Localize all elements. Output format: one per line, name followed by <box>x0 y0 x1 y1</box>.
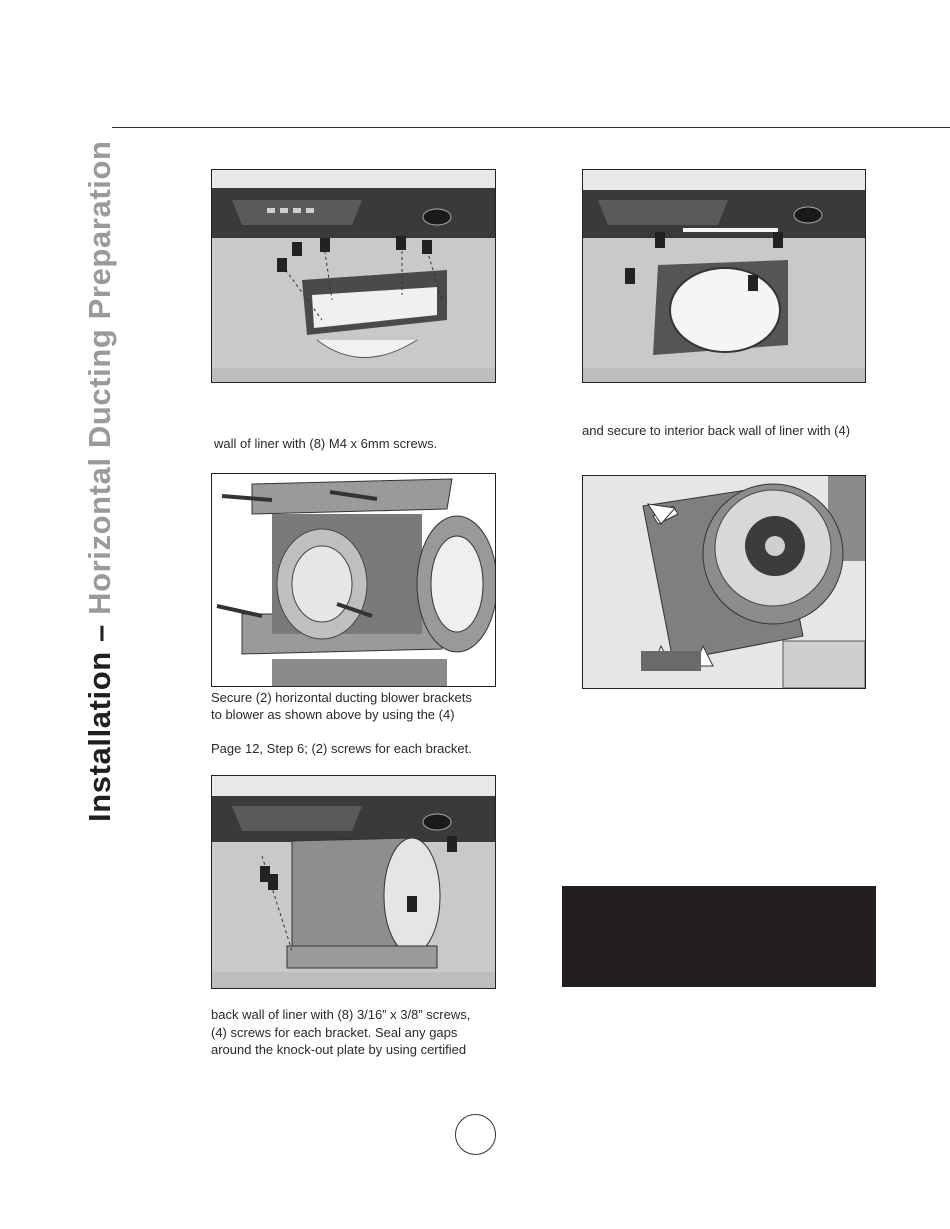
duct-adapter-illustration <box>583 170 865 382</box>
knockout-plate-illustration <box>212 170 495 382</box>
section-title-prefix: Installation – <box>82 614 117 822</box>
caption-figure-5-line-2: (4) screws for each bracket. Seal any gaps <box>211 1025 458 1040</box>
figure-knockout-plate <box>211 169 496 383</box>
note-box <box>562 886 876 987</box>
blower-brackets-illustration <box>212 474 495 686</box>
figure-blower-rotation <box>582 475 866 689</box>
caption-figure-1: wall of liner with (8) M4 x 6mm screws. <box>214 436 438 451</box>
caption-figure-5-line-1: back wall of liner with (8) 3/16” x 3/8” screws, <box>211 1007 471 1022</box>
caption-figure-3-line-2: to blower as shown above by using the (4) <box>211 707 455 722</box>
figure-duct-adapter <box>582 169 866 383</box>
page-number-circle <box>455 1114 496 1155</box>
caption-figure-2: and secure to interior back wall of liner with (4) <box>582 423 851 438</box>
blower-installed-illustration <box>212 776 495 988</box>
figure-blower-installed <box>211 775 496 989</box>
figure-blower-brackets <box>211 473 496 687</box>
caption-figure-5-line-3: around the knock-out plate by using certified <box>211 1042 467 1057</box>
caption-figure-3-line-1: Secure (2) horizontal ducting blower brackets <box>211 690 472 705</box>
blower-rotation-illustration <box>583 476 865 688</box>
section-title <box>80 140 120 822</box>
header-rule <box>112 127 950 128</box>
caption-figure-3-line-3: Page 12, Step 6; (2) screws for each bracket. <box>211 741 472 756</box>
section-title-highlight: Horizontal Ducting Preparation <box>82 140 117 615</box>
